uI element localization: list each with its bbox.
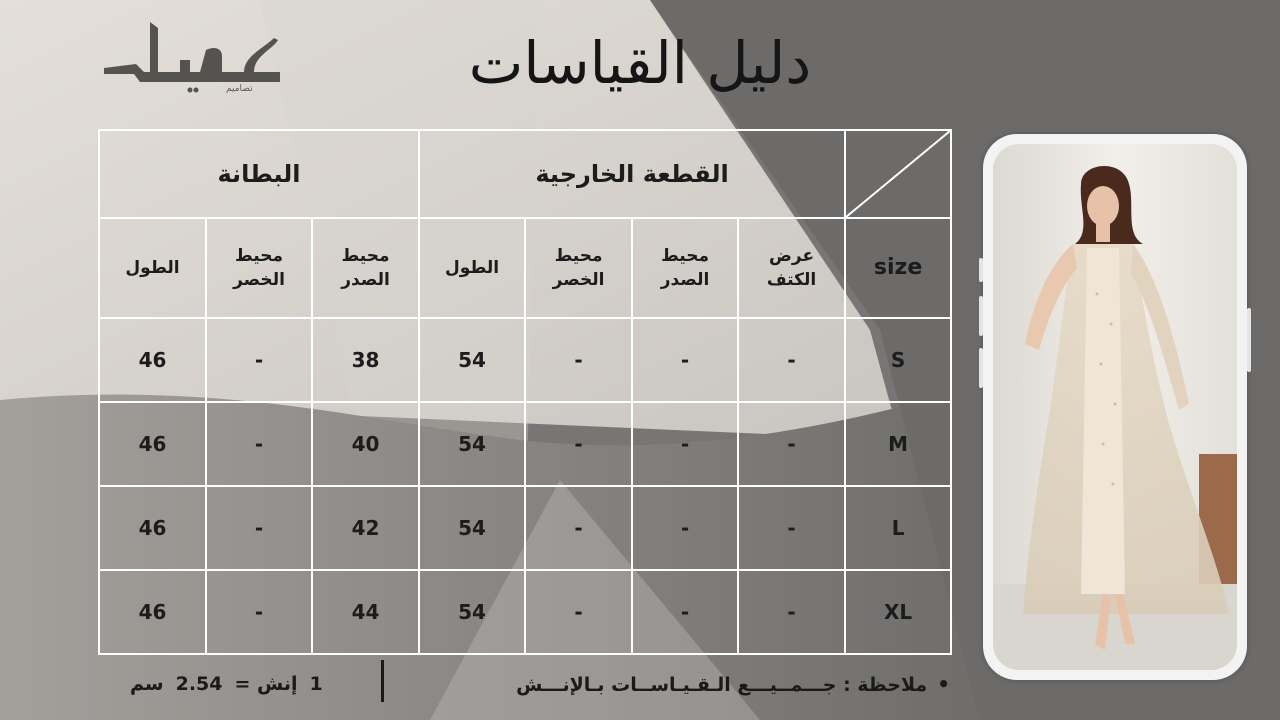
table-row <box>99 402 951 486</box>
logo-tagline: تصاميم <box>226 84 253 94</box>
length-cell: 54 <box>419 402 525 486</box>
lining-waist-label: محيط الخصر <box>233 246 285 290</box>
waist-cell: - <box>525 318 632 402</box>
waist-cell: - <box>525 570 632 654</box>
lining-length-cell: 46 <box>99 570 206 654</box>
size-cell: XL <box>845 570 951 654</box>
lining-waist-cell: - <box>206 402 312 486</box>
phone-side-button <box>979 348 983 388</box>
cm-value: 2.54 <box>175 673 223 695</box>
lining-length-header <box>99 218 206 318</box>
lining-chest-cell: 38 <box>312 318 419 402</box>
lining-header: البطانة <box>99 130 419 218</box>
lining-chest-header <box>312 218 419 318</box>
shoulder-cell: - <box>738 402 845 486</box>
table-row <box>99 318 951 402</box>
corner-cell <box>845 130 951 218</box>
phone-mockup <box>983 134 1247 680</box>
waist-cell: - <box>525 402 632 486</box>
note-divider <box>381 660 384 702</box>
brand-logo <box>104 20 284 100</box>
size-column-header: size <box>845 218 951 318</box>
shoulder-cell: - <box>738 570 845 654</box>
chest-cell: - <box>632 318 738 402</box>
lining-length-cell: 46 <box>99 402 206 486</box>
page-title: دليل القياسات <box>468 29 812 97</box>
model-photo <box>993 144 1237 670</box>
phone-side-button <box>979 296 983 336</box>
table-row <box>99 570 951 654</box>
shoulder-cell: - <box>738 486 845 570</box>
size-cell: L <box>845 486 951 570</box>
chest-cell: - <box>632 486 738 570</box>
inch-label: إنش = <box>234 673 298 695</box>
lining-chest-cell: 42 <box>312 486 419 570</box>
length-cell: 54 <box>419 318 525 402</box>
outer-waist-header <box>525 218 632 318</box>
measurement-note <box>516 664 950 704</box>
cm-label: سم <box>130 673 164 695</box>
lining-waist-header <box>206 218 312 318</box>
shoulder-width-header <box>738 218 845 318</box>
length-cell: 54 <box>419 486 525 570</box>
size-cell: S <box>845 318 951 402</box>
size-cell: M <box>845 402 951 486</box>
phone-side-button <box>979 258 983 282</box>
lining-length-cell: 46 <box>99 486 206 570</box>
lining-chest-cell: 40 <box>312 402 419 486</box>
size-chart-table <box>98 129 952 655</box>
phone-power-button <box>1247 308 1251 372</box>
outer-waist-label: محيط الخصر <box>552 246 605 290</box>
lining-length-cell: 46 <box>99 318 206 402</box>
bullet-icon: • <box>937 672 950 696</box>
inch-value: 1 <box>309 673 323 695</box>
lining-waist-cell: - <box>206 570 312 654</box>
lining-chest-label: محيط الصدر <box>341 246 390 290</box>
inch-conversion <box>124 664 329 704</box>
lining-chest-cell: 44 <box>312 570 419 654</box>
chest-cell: - <box>632 402 738 486</box>
shoulder-cell: - <box>738 318 845 402</box>
length-cell: 54 <box>419 570 525 654</box>
chest-cell: - <box>632 570 738 654</box>
waist-cell: - <box>525 486 632 570</box>
lining-waist-cell: - <box>206 318 312 402</box>
lining-length-label: الطول <box>125 258 180 278</box>
outer-chest-header <box>632 218 738 318</box>
outer-length-header <box>419 218 525 318</box>
outer-piece-header: القطعة الخارجية <box>419 130 845 218</box>
outer-length-label: الطول <box>444 258 500 278</box>
note-text: ملاحظة : جـــمــيـــع الـقـيـاســات بـالإنـــش <box>516 674 928 696</box>
lining-waist-cell: - <box>206 486 312 570</box>
shoulder-width-label: عرض الكتف <box>766 246 817 290</box>
table-row <box>99 486 951 570</box>
outer-chest-label: محيط الصدر <box>660 246 710 290</box>
